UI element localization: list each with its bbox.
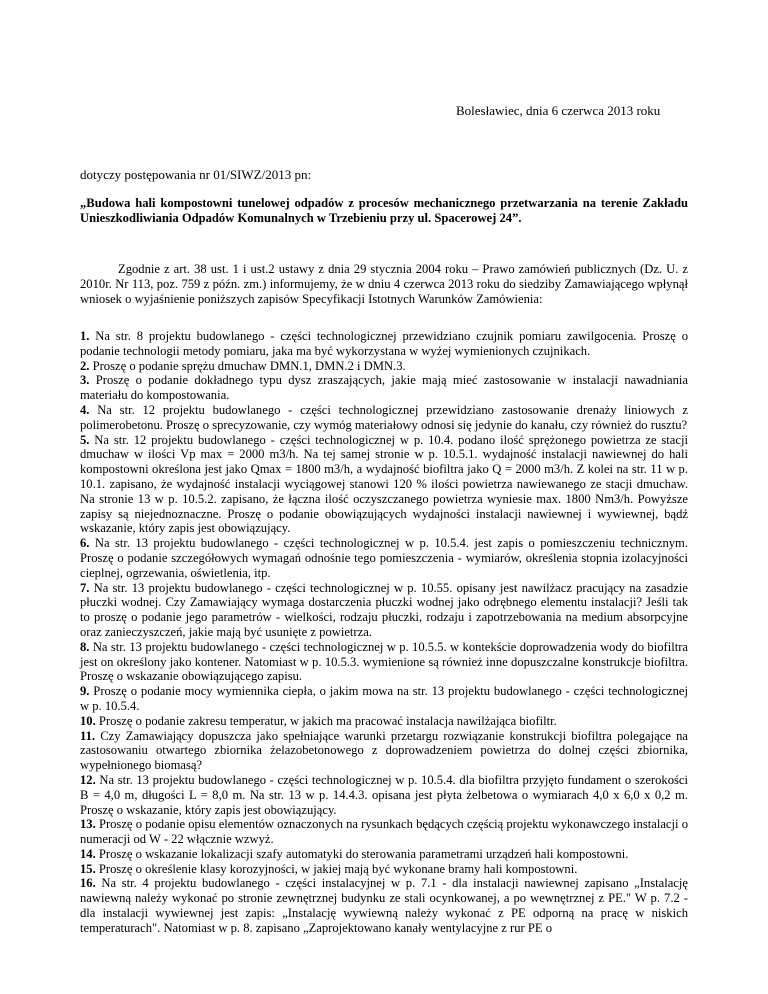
question-text: Na str. 13 projektu budowlanego - części technologicznej w p. 10.5.4. jest zapis o pomieszczeniu technicznym. Proszę o podanie szczegółowych wymagań odnośnie tego pomieszczenia - wymiarów, określenia stopnia izolacyjności cieplnej, ogrzewania, oświetlenia, itp. [80, 536, 688, 580]
question-item [80, 581, 688, 640]
question-text: Na str. 8 projektu budowlanego - części technologicznej przewidziano czujnik pomiaru zawilgocenia. Proszę o podanie technologii metody pomiaru, jaka ma być wykorzystana w wyżej wymienionych czujnikach. [80, 329, 688, 358]
question-item [80, 714, 688, 729]
reference-line: dotyczy postępowania nr 01/SIWZ/2013 pn: [80, 167, 312, 182]
question-number: 16. [80, 876, 96, 891]
question-text: Na str. 4 projektu budowlanego - części instalacyjnej w p. 7.1 - dla instalacji nawiewnej zapisano „Instalację nawiewną należy wykonać po stronie zewnętrznej budynku ze stali ocynkowanej, a po wewnętrznej z PE." W p. 7.2 - dla instalacji wywiewnej jest zapis: „Instalację wywiewną należy wykonać z PE odporną na pracę w niskich temperaturach". Natomiast w p. 8. zapisano „Zaprojektowano kanały wentylacyjne z rur PE o [80, 876, 688, 935]
question-number: 3. [80, 373, 90, 388]
question-item [80, 640, 688, 684]
question-item [80, 373, 688, 403]
question-item [80, 684, 688, 714]
question-item [80, 817, 688, 847]
question-number: 13. [80, 817, 96, 832]
question-item [80, 847, 688, 862]
question-item [80, 433, 688, 537]
question-text: Proszę o podanie sprężu dmuchaw DMN.1, DMN.2 i DMN.3. [89, 358, 406, 373]
question-number: 12. [80, 772, 96, 787]
question-number: 10. [80, 713, 96, 728]
question-number: 2. [80, 358, 90, 373]
date-line: Bolesławiec, dnia 6 czerwca 2013 roku [456, 103, 661, 118]
question-number: 9. [80, 684, 90, 699]
question-text: Proszę o podanie zakresu temperatur, w jakich ma pracować instalacja nawilżająca biofiltr. [95, 713, 557, 728]
question-item [80, 329, 688, 359]
question-text: Proszę o określenie klasy korozyjności, w jakiej mają być wykonane bramy hali kompostowni. [95, 861, 578, 876]
question-item [80, 773, 688, 817]
question-text: Na str. 12 projektu budowlanego - części technologicznej przewidziano zastosowanie drenaży liniowych z polimerobetonu. Proszę o sprecyzowanie, czy wymóg materiałowy odnosi się jedynie do kanału, czy również do rusztu? [80, 402, 688, 432]
question-text: Na str. 12 projektu budowlanego - części technologicznej w p. 10.4. podano ilość sprężonego powietrza ze stacji dmuchaw w ilości Vp max = 2000 m3/h. Na tej samej stronie w p. 10.5.1. wydajność instalacji nawiewnej do hali kompostowni określona jest jako Qmax = 1800 m3/h, a wydajność biofiltra jako Q = 2000 m3/h. Z kolei na str. 11 w p. 10.1. zapisano, że wydajność instalacji wyciągowej stanowi 120 % ilości powietrza nawiewanego ze stacji dmuchaw. Na stronie 13 w p. 10.5.2. zapisano, że łączna ilość oczyszczanego powietrza wyniesie max. 1800 Nm3/h. Powyższe zapisy są niejednoznaczne. Proszę o podanie obowiązujących wydajności instalacji nawiewnej i wywiewnej, bądź wskazanie, który zapis jest obowiązujący. [80, 432, 688, 536]
question-text: Na str. 13 projektu budowlanego - części technologicznej w p. 10.55. opisany jest nawilżacz pracujący na zasadzie płuczki wodnej. Czy Zamawiający wymaga dostarczenia płuczki wodnej jako odrębnego elementu instalacji? Jeśli tak to proszę o podanie jego parametrów - wielkości, rodzaju płuczki, rodzaju i zapotrzebowania na medium absorpcyjne oraz zanieczyszczeń, jakie mają być usunięte z powietrza. [80, 580, 688, 639]
question-text: Na str. 13 projektu budowlanego - części technologicznej w p. 10.5.5. w kontekście doprowadzenia wody do biofiltra jest on określony jako kontener. Natomiast w p. 10.5.3. wymienione są również inne dopuszczalne konstrukcje biofiltra. Proszę o wskazanie obowiązującego zapisu. [80, 639, 688, 684]
question-number: 5. [80, 432, 90, 447]
question-text: Proszę o podanie dokładnego typu dysz zraszających, jakie mają mieć zastosowanie w instalacji nawadniania materiału do kompostowania. [80, 373, 688, 403]
question-number: 8. [80, 639, 90, 654]
question-number: 11. [80, 728, 96, 743]
question-item [80, 729, 688, 773]
question-item [80, 536, 688, 580]
question-text: Proszę o podanie mocy wymiennika ciepła, o jakim mowa na str. 13 projektu budowlanego - części technologicznej w p. 10.5.4. [80, 684, 688, 713]
question-list [80, 329, 688, 936]
question-item [80, 359, 688, 374]
question-number: 14. [80, 846, 96, 861]
question-item [80, 862, 688, 877]
question-number: 15. [80, 861, 96, 876]
question-item [80, 876, 688, 935]
question-text: Proszę o wskazanie lokalizacji szafy automatyki do sterowania parametrami urządzeń hali kompostowni. [95, 846, 629, 861]
question-number: 4. [80, 402, 90, 417]
document-title: „Budowa hali kompostowni tunelowej odpadów z procesów mechanicznego przetwarzania na terenie Zakładu Unieszkodliwiania Odpadów Komunalnych w Trzebieniu przy ul. Spacerowej 24”. [80, 196, 688, 225]
question-text: Czy Zamawiający dopuszcza jako spełniające warunki przetargu rozwiązanie konstrukcji biofiltra polegające na zastosowaniu otwartego zbiornika żelazobetonowego z doprowadzeniem powietrza do dolnej części zbiornika, wypełnionego biomasą? [80, 728, 688, 773]
intro-paragraph: Zgodnie z art. 38 ust. 1 i ust.2 ustawy z dnia 29 stycznia 2004 roku – Prawo zamówień publicznych (Dz. U. z 2010r. Nr 113, poz. 759 z późn. zm.) informujemy, że w dniu 4 czerwca 2013 roku do siedziby Zamawiającego wpłynął wniosek o wyjaśnienie poniższych zapisów Specyfikacji Istotnych Warunków Zamówienia: [80, 262, 688, 306]
question-number: 6. [80, 536, 90, 551]
question-number: 1. [80, 329, 90, 343]
question-item [80, 403, 688, 433]
question-text: Na str. 13 projektu budowlanego - części technologicznej w p. 10.5.4. dla biofiltra przyjęto fundament o szerokości B = 4,0 m, długości L = 8,0 m. Na str. 13 w p. 14.4.3. opisana jest płyta żelbetowa o wymiarach 4,0 x 6,0 x 0,2 m. Proszę o wskazanie, który zapis jest obowiązujący. [80, 772, 688, 817]
question-number: 7. [80, 580, 90, 595]
question-text: Proszę o podanie opisu elementów oznaczonych na rysunkach będących częścią projektu wykonawczego instalacji o numeracji od W - 22 włącznie wzwyż. [80, 817, 688, 847]
